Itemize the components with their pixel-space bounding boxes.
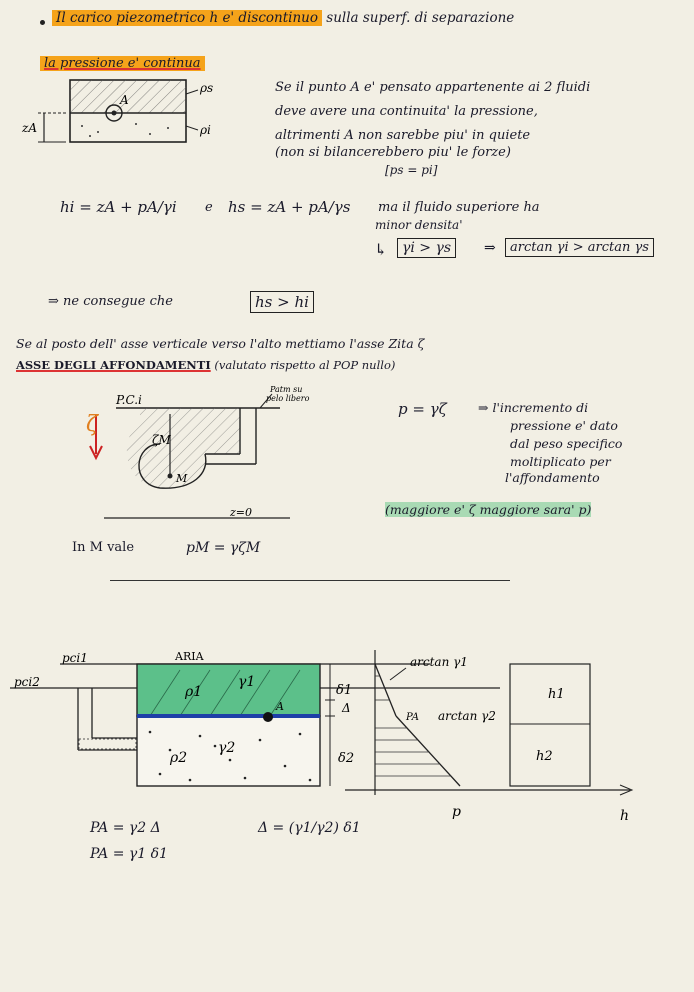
label-aria: ARIA (175, 650, 204, 663)
label-delta1: δ1 (336, 683, 353, 698)
explanation-line-1: Se il punto A e' pensato appartenente ai 2 fluidi (275, 80, 591, 95)
formula-p-gamma-zeta: p = γζ (398, 400, 447, 418)
label-pci: P.C.i (116, 393, 142, 407)
label-gamma2: γ2 (218, 740, 236, 756)
in-m-text: In M vale (72, 540, 135, 555)
eq-hs: hs = zA + pA/γs (228, 198, 351, 216)
lighter-note-2: minor densita' (375, 218, 463, 232)
implies-arrow: ⇒ (484, 240, 496, 256)
label-gamma1: γ1 (238, 674, 256, 690)
interface-diagram (18, 74, 218, 154)
label-a: A (120, 93, 129, 107)
label-z0: z=0 (230, 506, 253, 519)
consequence-text: ⇒ ne consegue che (48, 294, 173, 309)
explanation-line-2: deve avere una continuita' la pressione, (275, 104, 538, 119)
consequence-result: hs > hi (250, 291, 314, 313)
axis-intro: Se al posto dell' asse verticale verso l'alto mettiamo l'asse Zita ζ (16, 336, 425, 351)
label-pi: ρi (200, 123, 211, 137)
label-pci1: pci1 (62, 651, 88, 665)
lighter-note-1: ma il fluido superiore ha (378, 200, 540, 215)
in-m-formula: pM = γζM (186, 540, 261, 556)
title-rest: sulla superf. di separazione (326, 10, 515, 26)
label-h-axis: h (620, 808, 630, 824)
axis-name: ASSE DEGLI AFFONDAMENTI (16, 358, 211, 372)
label-h2: h2 (536, 749, 553, 764)
label-rho2: ρ2 (170, 750, 188, 766)
eq-pa-gamma1: PA = γ1 δ1 (90, 846, 168, 862)
eq-pa-gamma2: PA = γ2 Δ (90, 820, 161, 836)
label-h1: h1 (548, 687, 565, 702)
affondamento-diagram (80, 384, 310, 534)
label-arctan1: arctan γ1 (410, 655, 468, 669)
formula-expl-5: l'affondamento (505, 470, 600, 485)
pressure-continuous-heading: la pressione e' continua (40, 56, 205, 71)
arrow-symbol: ↳ (374, 240, 388, 259)
divider-line (110, 580, 510, 581)
eq-delta: Δ = (γ1/γ2) δ1 (258, 820, 361, 836)
label-za: zA (22, 121, 37, 135)
ps-equals-pi: [ps = pi] (385, 163, 438, 177)
label-a-point: A (276, 700, 284, 713)
label-rho1: ρ1 (185, 684, 203, 700)
gamma-relation: γi > γs (397, 238, 456, 258)
bullet-dot (40, 20, 45, 25)
label-zeta-m: ζM (152, 433, 171, 447)
formula-expl-4: moltiplicato per (510, 454, 611, 469)
header-title (52, 10, 514, 26)
label-patm-1: Patm su (270, 385, 303, 394)
eq-hi: hi = zA + pA/γi (60, 198, 177, 216)
label-pa: PA (406, 712, 420, 723)
formula-expl-3: dal peso specifico (510, 436, 623, 451)
label-p-axis: p (452, 804, 461, 820)
label-ps: ρs (200, 81, 214, 95)
zeta-icon: ζ (86, 412, 98, 437)
axis-heading (16, 358, 395, 372)
explanation-line-4: (non si bilancerebbero piu' le forze) (275, 145, 511, 160)
label-pci2: pci2 (14, 675, 40, 689)
label-arctan2: arctan γ2 (438, 709, 496, 723)
eq-and: e (205, 200, 213, 215)
label-m: M (176, 472, 188, 485)
label-patm-2: pelo libero (266, 394, 310, 403)
note-zeta-p: (maggiore e' ζ maggiore sara' p) (385, 502, 592, 517)
title-highlight: Il carico piezometrico h e' discontinuo (52, 10, 322, 26)
label-delta: Δ (342, 701, 351, 715)
explanation-line-3: altrimenti A non sarebbe piu' in quiete (275, 128, 531, 143)
formula-expl-1: ⇒ l'incremento di (478, 400, 589, 415)
formula-expl-2: pressione e' dato (510, 418, 618, 433)
label-delta2: δ2 (338, 751, 355, 766)
two-fluid-diagram (0, 640, 694, 840)
axis-rest: (valutato rispetto al POP nullo) (214, 358, 396, 372)
arctan-relation: arctan γi > arctan γs (505, 238, 654, 257)
